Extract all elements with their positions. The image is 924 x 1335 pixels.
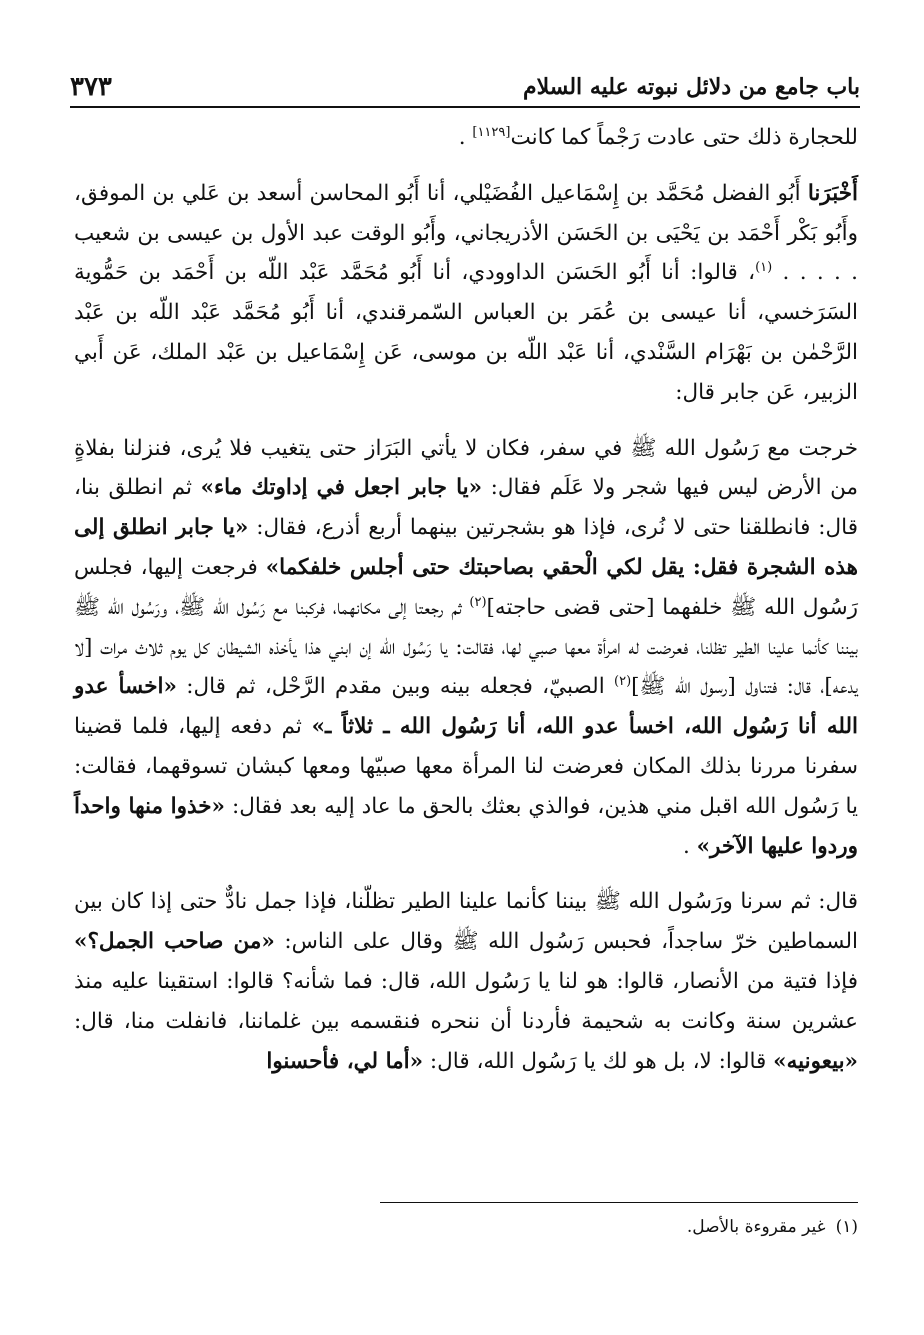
text-run: . <box>458 125 473 150</box>
footnote-reference: (٢) <box>614 674 632 690</box>
text-run: فإذا فتية من الأنصار، قالوا: هو لنا يا رَسُول الله، قال: فما شأنه؟ قالوا: استقينا عليه منذ عشرين سنة وكانت به شحيمة فأردنا أن ننحره فنقسمه بين غلماننا، فانفلت منا، قال: <box>74 968 858 1034</box>
text-run: قال: ثم سرنا ورَسُول الله ﷺ بيننا كأنما علينا الطير تظلّنا، فإذا جمل نادٌّ حتى إذا كان بين السماطين خرّ ساجداً، فحبس رَسُول الله ﷺ وقال على الناس: <box>74 889 858 955</box>
text-run: ثم رجعتا إلى مكانهما، فركبنا مع رَسُول الله ﷺ، ورَسُول الله ﷺ بيننا كأنما علينا الطير تظلنا، فعرضت له امرأة معها صبي لها، فقالت: يا رَسُول الله إن ابني هذا يأخذه الشيطان كل يوم ثلاث مرات [لا يدعه]، قال: فتناول [رسول الله ﷺ] <box>74 594 858 700</box>
emphasized-text: أَخْبَرَنا <box>807 180 858 206</box>
text-run: ثم انطلق بنا، قال: فانطلقنا حتى لا نُرى، فإذا هو بشجرتين بينهما أربع أذرع، فقال: <box>74 475 859 541</box>
footnote-reference: [١١٢٩] <box>472 124 511 140</box>
paragraph <box>74 882 858 1081</box>
emphasized-text: «خذوا منها واحداً وردوا عليها الآخر» <box>74 793 858 859</box>
footnotes <box>380 1202 858 1237</box>
text-run: ، قالوا: أنا أَبُو الحَسَن الداوودي، أنا أَبُو مُحَمَّد عَبْد اللّه بن أَحْمَد بن حَمُّوية السَرَخسي، أنا عيسى بن عُمَر بن العباس السّمرقندي، أنا أَبُو مُحَمَّد عَبْد اللّه بن عَبْد الرَّحْمٰن بن بَهْرَام السَّنْدي، أنا عَبْد اللّه بن موسى، عَن إِسْمَاعيل بن عَبْد الملك، عَن أَبي الزبير، عَن جابر قال: <box>74 260 858 405</box>
paragraph <box>74 118 858 158</box>
emphasized-text: «بيعونيه» <box>773 1048 858 1074</box>
page-number: ٣٧٣ <box>70 72 112 102</box>
footnote-text: غير مقروءة بالأصل. <box>686 1217 826 1237</box>
chapter-title: باب جامع من دلائل نبوته عليه السلام <box>522 74 860 100</box>
running-header <box>70 66 860 108</box>
footnote-number: (١) <box>835 1217 858 1237</box>
emphasized-text: «أما لي، فأحسنوا <box>266 1048 424 1074</box>
text-run: الصبيّ، فجعله بينه وبين مقدم الرَّحْل، ثم قال: <box>176 674 614 700</box>
text-run: للحجارة ذلك حتى عادت رَجْماً كما كانت <box>510 125 858 150</box>
emphasized-text: «يا جابر اجعل في إداوتك ماء» <box>200 475 483 501</box>
text-run: فرجعت إليها، فجلس رَسُول الله ﷺ خلفهما [حتى قضى حاجته] <box>74 554 858 620</box>
text-run: قالوا: لا، بل هو لك يا رَسُول الله، قال: <box>423 1048 774 1074</box>
paragraph <box>74 429 858 867</box>
emphasized-text: «من صاحب الجمل؟» <box>74 929 275 955</box>
emphasized-text: «يا جابر انطلق إلى هذه الشجرة فقل: يقل لكي الْحقي بصاحبتك حتى أجلس خلفكما» <box>74 515 859 580</box>
footnote <box>380 1217 858 1237</box>
emphasized-text: «اخسأ عدو الله أنا رَسُول الله، اخسأ عدو الله، أنا رَسُول الله ـ ثلاثاً ـ» <box>74 674 858 740</box>
paragraph <box>74 174 858 413</box>
text-run: . <box>682 833 697 859</box>
footnote-reference: (٢) <box>469 594 487 610</box>
footnote-reference: (١) <box>755 260 773 276</box>
text-run: خرجت مع رَسُول الله ﷺ في سفر، فكان لا يأتي البَرَاز حتى يتغيب فلا يُرى، فنزلنا بفلاةٍ من الأرض ليس فيها شجر ولا عَلَم فقال: <box>74 435 858 501</box>
text-run: أَبُو الفضل مُحَمَّد بن إِسْمَاعيل الفُضَيْلي، أنا أَبُو المحاسن أسعد بن عَلي بن الموفق، وأَبُو بَكْر أَحْمَد بن يَحْيَى بن الحَسَن الأذريجاني، وأَبُو الوقت عبد الأول بن عيسى بن شعيب . . . . . <box>74 180 859 286</box>
main-text <box>74 118 858 1081</box>
text-run: ثم دفعه إليها، فلما قضينا سفرنا مررنا بذلك المكان فعرضت لنا المرأة معها صبيّها ومعها كبشان تسوقهما، فقالت: يا رَسُول الله اقبل مني هذين، فوالذي بعثك بالحق ما عاد إليه بعد فقال: <box>74 714 858 819</box>
